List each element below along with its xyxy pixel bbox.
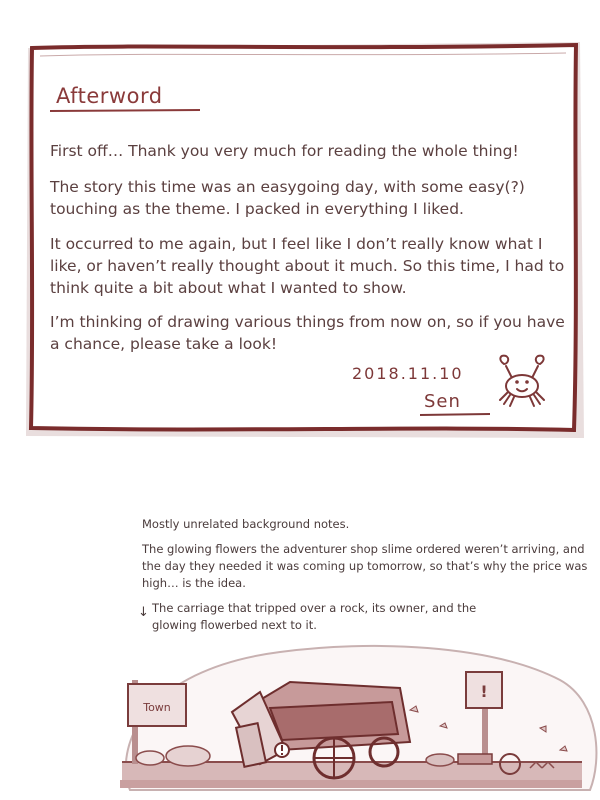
carriage-caption: The carriage that tripped over a rock, its owner, and the glowing flowerbed next to it. — [152, 601, 477, 632]
down-arrow-icon: ↓ — [138, 605, 149, 620]
afterword-paragraph-4: I’m thinking of drawing various things from now on, so if you have a chance, please take a look! — [50, 313, 565, 353]
signature-underline — [420, 413, 490, 416]
crab-icon — [494, 354, 552, 410]
afterword-paragraph-3: It occurred to me again, but I feel like I don’t really know what I like, or haven’t really thought about it much. So this time, I had to think quite a bit about what I wanted to show. — [50, 235, 565, 297]
signature-date: 2018.11.10 — [352, 364, 464, 383]
title-underline — [50, 109, 200, 112]
afterword-title: Afterword — [56, 84, 163, 108]
afterword-paragraph-2: The story this time was an easygoing day, with some easy(?) touching as the theme. I packed in everything I liked. — [50, 178, 525, 218]
afterword-paragraph-1: First off… Thank you very much for reading the whole thing! — [50, 142, 519, 160]
notes-title: Mostly unrelated background notes. — [142, 517, 350, 531]
notes-body: The glowing flowers the adventurer shop slime ordered weren’t arriving, and the day they needed it was coming up tomorrow, so that’s why the price was high… is the idea. — [142, 542, 588, 590]
town-sign-label: Town — [143, 701, 171, 714]
warning-sign-label: ! — [480, 682, 488, 701]
carriage-scene-illustration — [110, 630, 600, 800]
signature-name: Sen — [424, 391, 461, 412]
